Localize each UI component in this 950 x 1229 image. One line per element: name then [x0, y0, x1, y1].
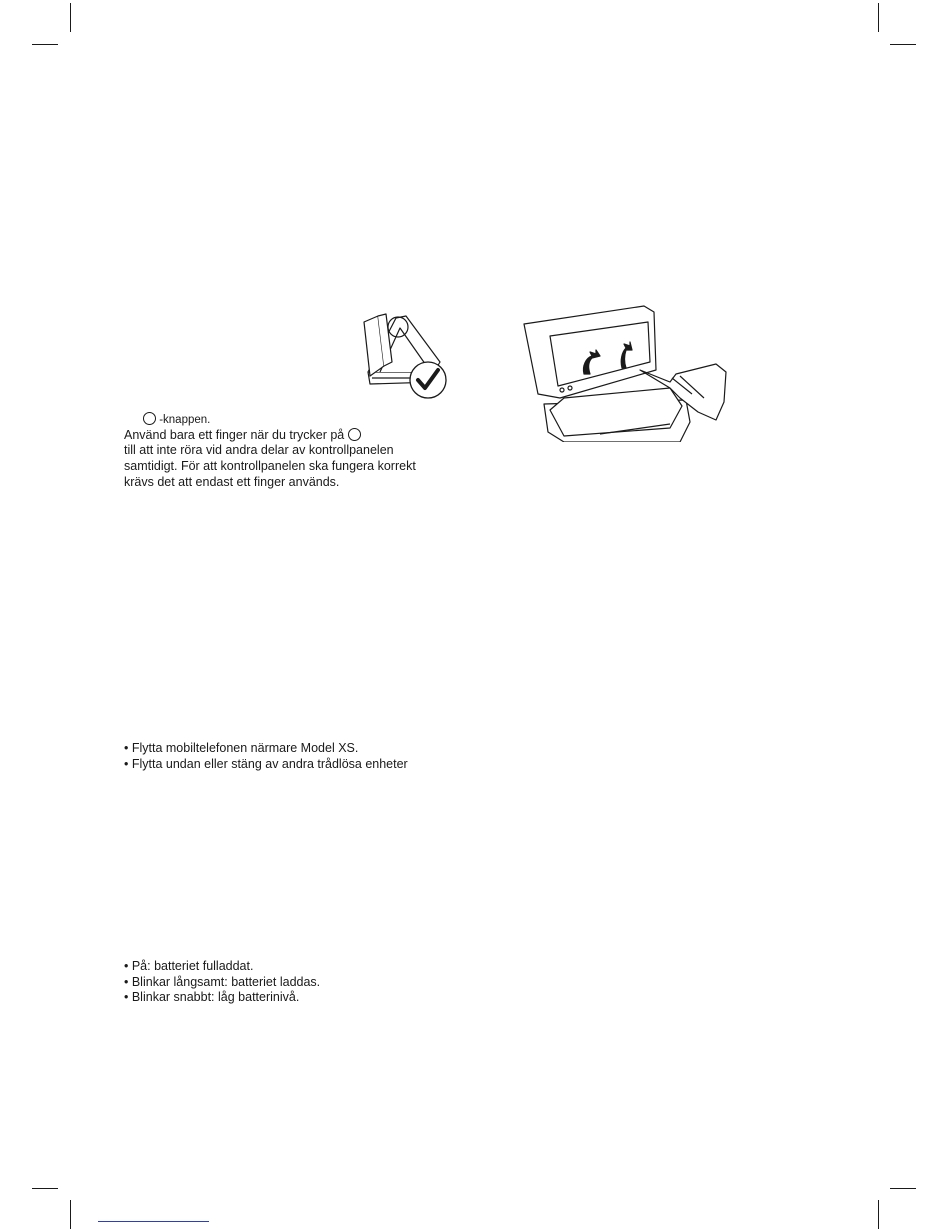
crop-mark-top-right-vertical — [878, 3, 879, 32]
device-lid-illustration — [520, 302, 730, 442]
crop-mark-bottom-right-horizontal — [890, 1188, 916, 1189]
list-item: • På: batteriet fulladdat. — [124, 959, 254, 973]
list-item: • Blinkar snabbt: låg batterinivå. — [124, 990, 300, 1004]
finger-instruction-line-3: samtidigt. För att kontrollpanelen ska fungera korrekt — [124, 459, 416, 473]
list-item: • Flytta undan eller stäng av andra trådlösa enheter — [124, 756, 408, 771]
checkmark-icon — [410, 362, 446, 398]
finger-instruction-line-4: krävs det att endast ett finger används. — [124, 475, 340, 489]
footer-rule — [98, 1221, 209, 1222]
crop-mark-bottom-right-vertical — [878, 1200, 879, 1229]
finger-instruction-line-2: till att inte röra vid andra delar av kontrollpanelen — [124, 443, 394, 457]
knappen-text: -knappen. — [159, 414, 211, 426]
crop-mark-top-left-vertical — [70, 3, 71, 32]
crop-mark-bottom-left-horizontal — [32, 1188, 58, 1189]
phone-tips-list — [124, 741, 408, 772]
control-panel-illustration — [358, 310, 450, 402]
list-item: • Blinkar långsamt: batteriet laddas. — [124, 974, 321, 989]
circle-button-icon — [143, 412, 156, 425]
list-item: • Flytta mobiltelefonen närmare Model XS. — [124, 741, 359, 755]
crop-mark-top-left-horizontal — [32, 44, 58, 45]
battery-status-list — [124, 959, 320, 1006]
finger-instruction-line-1: Använd bara ett finger när du trycker på — [124, 427, 361, 443]
crop-mark-bottom-left-vertical — [70, 1200, 71, 1229]
circle-button-icon — [348, 428, 361, 441]
knappen-line — [143, 412, 210, 428]
crop-mark-top-right-horizontal — [890, 44, 916, 45]
